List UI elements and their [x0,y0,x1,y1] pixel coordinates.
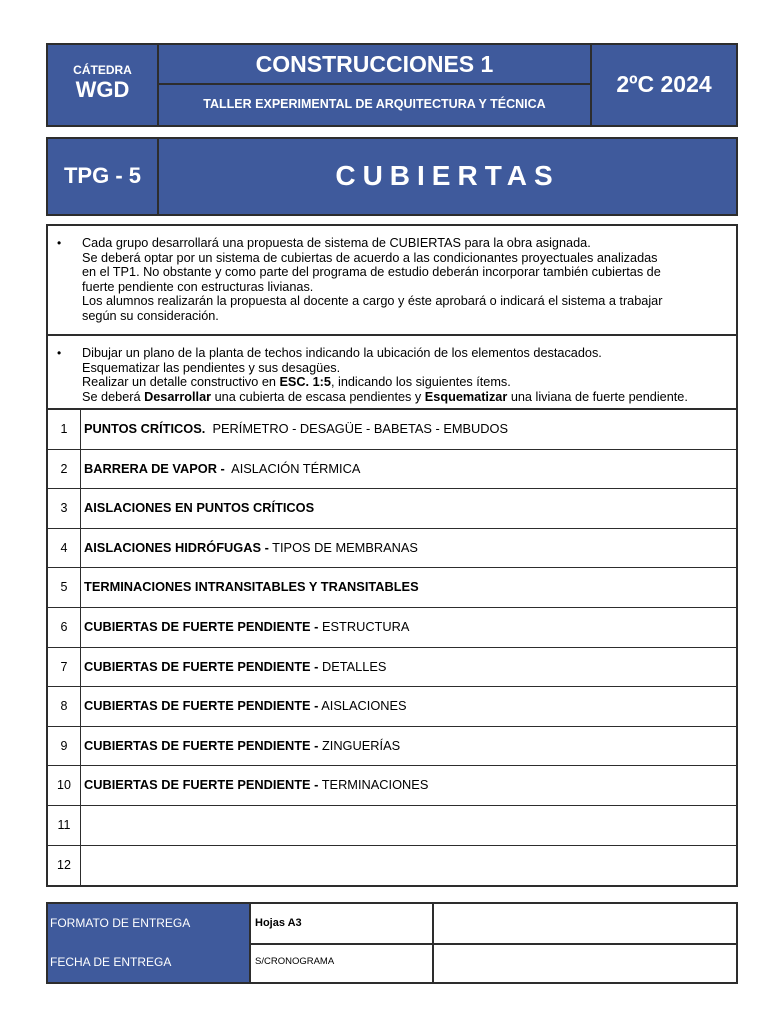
item-bold: PUNTOS CRÍTICOS. [84,421,206,436]
item-text [84,687,407,726]
catedra-label: CÁTEDRA [73,63,132,77]
item-text [84,529,418,568]
description-line: en el TP1. No obstante y como parte del programa de estudio deberán incorporar también cubiertas de [82,265,661,279]
item-normal: ZINGUERÍAS [318,737,401,753]
emphasis-text: Esquematizar [424,389,508,404]
delivery-table [46,902,738,984]
item-number: 3 [48,489,81,528]
item-number: 6 [48,608,81,647]
format-label: FORMATO DE ENTREGA [48,904,251,943]
item-number: 8 [48,687,81,726]
item-normal: TERMINACIONES [318,777,429,793]
items-table [46,408,738,887]
description-line: fuerte pendiente con estructuras livianas. [82,279,314,294]
assignment-title: CUBIERTAS [159,139,736,214]
table-row [48,727,736,767]
item-normal: AISLACIONES [318,698,407,714]
table-row [48,806,736,846]
item-bold: CUBIERTAS DE FUERTE PENDIENTE - [84,737,319,753]
item-number: 5 [48,568,81,607]
delivery-date-row [48,943,736,982]
table-row [48,568,736,608]
table-row [48,608,736,648]
item-bold: TERMINACIONES INTRANSITABLES Y TRANSITABLES [84,579,419,595]
item-text [84,648,386,687]
catedra-cell [48,45,159,125]
date-label: FECHA DE ENTREGA [48,943,251,982]
description-paragraph-1 [82,236,732,323]
description-line: Dibujar un plano de la planta de techos indicando la ubicación de los elementos destacados. [82,346,602,360]
item-normal: PERÍMETRO - DESAGÜE - BABETAS - EMBUDOS [205,421,509,436]
format-extra-cell [434,904,736,943]
item-bold: BARRERA DE VAPOR - [84,460,225,476]
text-run: una cubierta de escasa pendientes y [211,389,425,404]
item-number: 10 [48,766,81,805]
description-box-2 [46,334,738,409]
date-extra-cell [434,943,736,982]
course-header [46,43,738,127]
bullet-icon: • [57,346,62,360]
bullet-icon: • [57,236,62,250]
table-row [48,846,736,886]
item-number: 2 [48,450,81,489]
date-value: S/CRONOGRAMA [251,943,434,982]
item-number: 11 [48,806,81,845]
table-row [48,648,736,688]
item-text [84,568,419,607]
description-line: según su consideración. [82,308,219,323]
assignment-code: TPG - 5 [48,139,159,214]
description-paragraph-2 [82,346,732,404]
item-text [84,727,400,766]
item-number: 9 [48,727,81,766]
item-text [84,489,314,528]
description-line [82,375,732,390]
description-line: Cada grupo desarrollará una propuesta de sistema de CUBIERTAS para la obra asignada. [82,236,591,250]
item-number: 12 [48,846,81,886]
text-run: Se deberá [82,389,145,404]
table-row [48,529,736,569]
item-normal: ESTRUCTURA [318,618,410,634]
scale-text: ESC. 1:5 [279,375,331,389]
item-text [84,608,409,647]
item-normal: DETALLES [318,658,387,674]
item-number: 1 [48,410,81,449]
item-text [84,410,508,449]
item-number: 4 [48,529,81,568]
item-normal: TIPOS DE MEMBRANAS [268,539,418,555]
item-bold: AISLACIONES HIDRÓFUGAS - [84,539,269,555]
table-row [48,489,736,529]
item-bold: CUBIERTAS DE FUERTE PENDIENTE - [84,658,319,674]
table-row [48,687,736,727]
title-band [46,137,738,216]
text-run: Realizar un detalle constructivo en [82,375,280,389]
item-text [84,450,360,489]
catedra-name: WGD [75,77,130,102]
description-line: Los alumnos realizarán la propuesta al docente a cargo y éste aprobará o indicará el sistema a trabajar [82,294,663,308]
item-bold: CUBIERTAS DE FUERTE PENDIENTE - [84,698,319,714]
description-line: Se deberá optar por un sistema de cubiertas de acuerdo a las condicionantes proyectuales analizadas [82,250,658,265]
text-run: una liviana de fuerte pendiente. [507,389,688,404]
item-number: 7 [48,648,81,687]
table-row [48,410,736,450]
text-run: , indicando los siguientes ítems. [330,375,511,389]
table-row [48,766,736,806]
table-row [48,450,736,490]
item-normal: AISLACIÓN TÉRMICA [224,460,361,476]
item-text [84,766,428,805]
delivery-format-row [48,904,736,945]
format-value: Hojas A3 [251,904,434,943]
course-title: CONSTRUCCIONES 1 [159,45,590,85]
item-bold: CUBIERTAS DE FUERTE PENDIENTE - [84,618,319,634]
emphasis-text: Desarrollar [144,389,212,404]
description-line [82,390,732,405]
item-bold: CUBIERTAS DE FUERTE PENDIENTE - [84,777,319,793]
item-bold: AISLACIONES EN PUNTOS CRÍTICOS [84,500,315,516]
course-subtitle: TALLER EXPERIMENTAL DE ARQUITECTURA Y TÉCNICA [159,85,590,125]
description-line: Esquematizar las pendientes y sus desagües. [82,360,341,375]
term-cell: 2ºC 2024 [590,45,736,125]
description-box-1 [46,224,738,334]
